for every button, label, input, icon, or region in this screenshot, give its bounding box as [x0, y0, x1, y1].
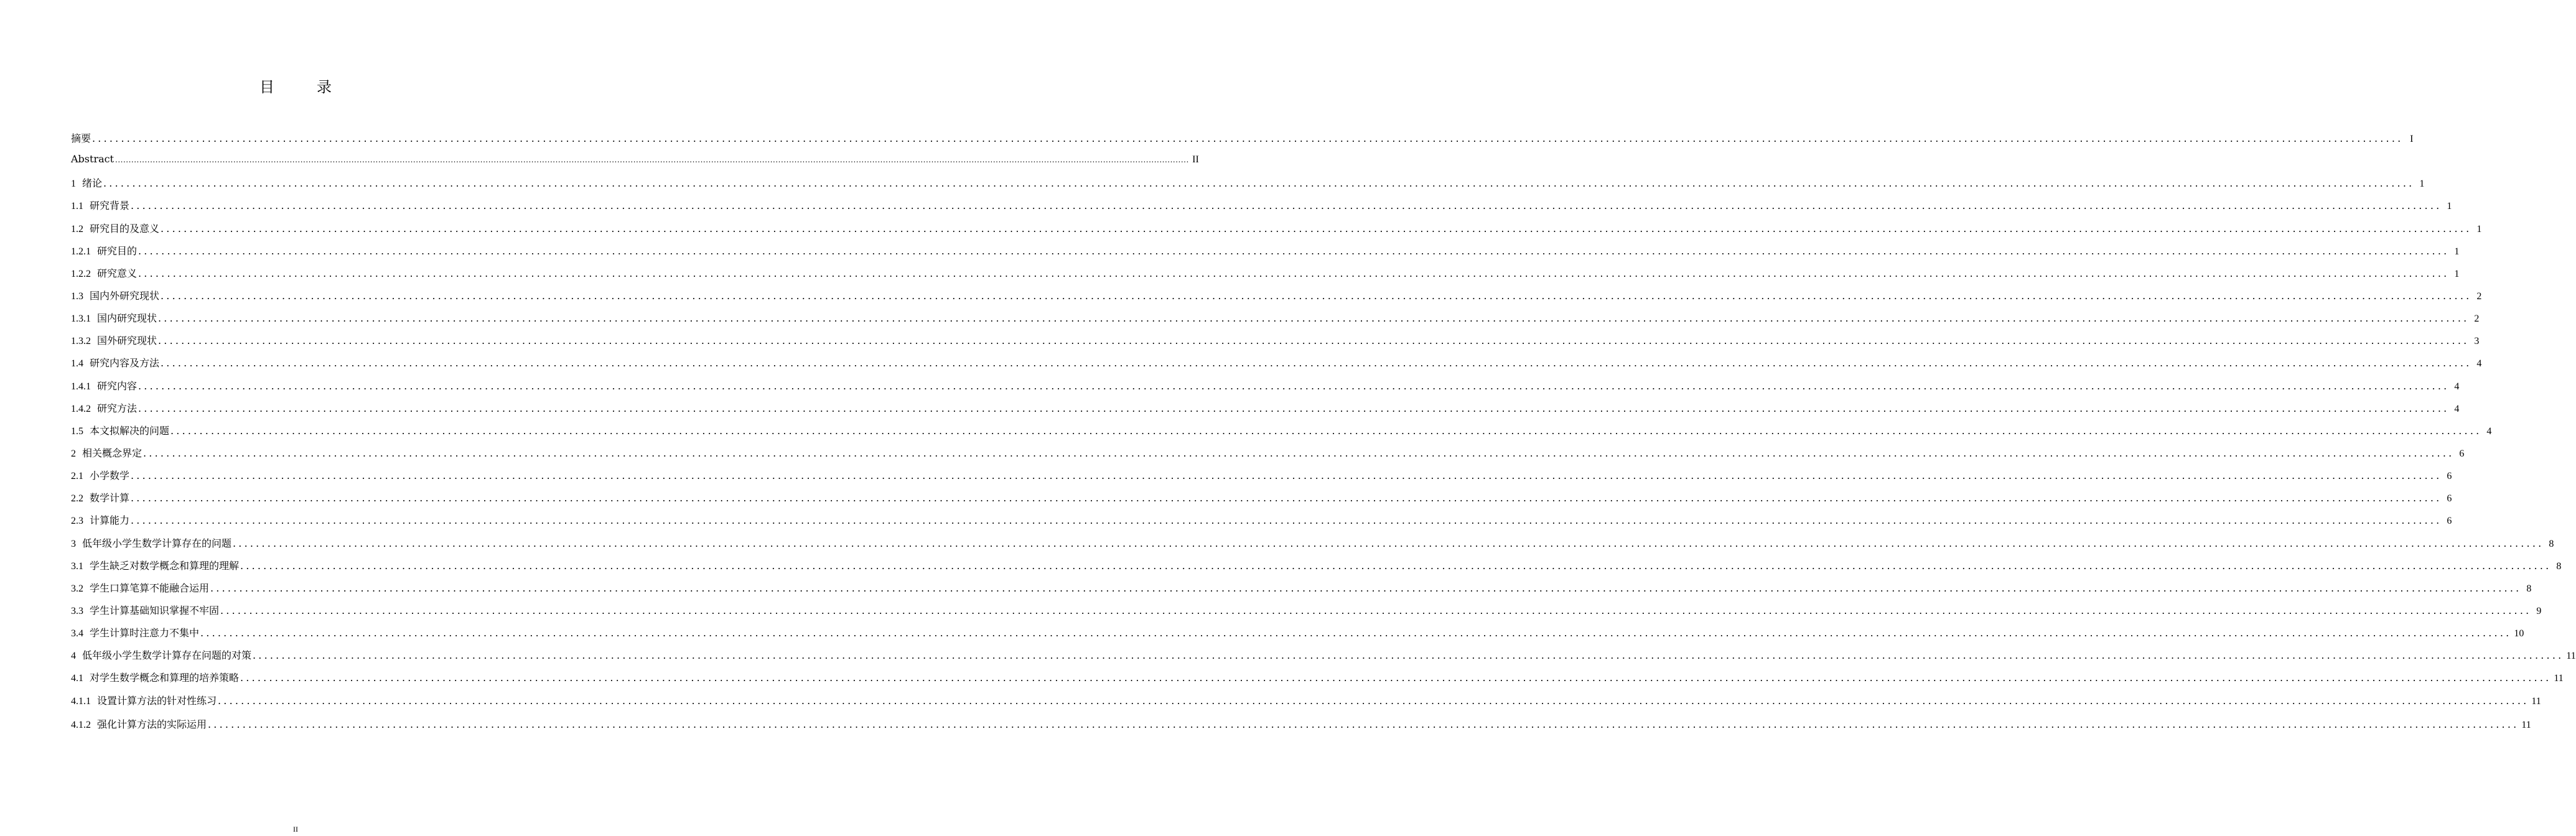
- toc-entry-title: 研究内容: [97, 379, 138, 392]
- dot-leader: ................................................................................................................................................................................................................................................................................................................................................................................................................: [158, 335, 2470, 347]
- toc-entry-label: [71, 717, 207, 731]
- toc-entry-label: [71, 333, 157, 347]
- dot-leader: ................................................................................................................................................................................................................................................................................................................................................................................................................: [131, 492, 2442, 504]
- toc-entry[interactable]: [71, 513, 2452, 535]
- dot-leader: ................................................................................................................................................................................................................................................................................................................................................................................................................: [220, 604, 2532, 616]
- toc-entry[interactable]: [71, 468, 2452, 490]
- toc-entry-number: 1: [71, 179, 76, 190]
- toc-entry-number: 2.1: [71, 471, 83, 482]
- toc-entry-title: 摘要: [71, 132, 91, 144]
- toc-entry-page: 1: [2476, 223, 2482, 235]
- dot-leader: ................................................................................................................................................................................................................................................................................................................................................................................................................: [200, 627, 2512, 639]
- dot-leader: ................................................................................................................................................................................................................................................................................................................................................................................................................: [138, 267, 2450, 279]
- toc-entry-label: [71, 670, 239, 684]
- toc-entry-label: [71, 693, 217, 707]
- toc-entry-page: 6: [2447, 516, 2452, 527]
- toc-entry-number: 3: [71, 538, 76, 549]
- dot-leader: ................................................................................................................................................................................................................................................................................................................................................................................................................: [138, 402, 2450, 414]
- toc-entry-page: 8: [2526, 583, 2532, 594]
- toc-entry[interactable]: [71, 243, 2460, 266]
- toc-entry-label: [71, 378, 137, 392]
- dot-leader: ................................................................................................................................................................................................................................................................................................................................................................................................................: [92, 132, 2404, 144]
- toc-entry-page: 11: [2521, 719, 2531, 730]
- toc-entry-number: 1.4: [71, 358, 83, 369]
- toc-entry-label: [71, 490, 129, 504]
- toc-entry-number: 3.2: [71, 583, 83, 594]
- toc-entry[interactable]: [71, 401, 2460, 423]
- toc-entry-number: 3.1: [71, 560, 83, 572]
- toc-entry-label: [71, 288, 159, 302]
- toc-entry-page: 2: [2476, 290, 2482, 302]
- toc-entry-title: 绪论: [82, 177, 103, 190]
- toc-entry[interactable]: [71, 221, 2482, 243]
- toc-entry-label: [71, 198, 129, 212]
- toc-entry-label: [71, 468, 129, 482]
- toc-entry-page: 9: [2536, 605, 2542, 616]
- toc-entry-page: 10: [2514, 628, 2524, 639]
- toc-entry-title: 小学数学: [90, 470, 130, 482]
- toc-entry[interactable]: [71, 717, 2531, 739]
- toc-entry-title: 国外研究现状: [97, 335, 157, 347]
- toc-entry-page: I: [2410, 134, 2414, 144]
- dot-leader: ................................................................................................................................................................................................................................................................................................................................................................................................................: [131, 470, 2442, 482]
- toc-entry-label: [71, 513, 129, 527]
- toc-entry-label: [71, 580, 209, 595]
- toc-entry-label: [71, 131, 91, 145]
- toc-entry-number: 3.4: [71, 628, 83, 639]
- toc-entry-title: 学生计算基础知识掌握不牢固: [90, 604, 220, 616]
- toc-entry-label: [71, 648, 251, 662]
- toc-entry-label: [71, 536, 231, 550]
- toc-entry-page: II: [1192, 154, 1199, 165]
- toc-entry-title: 研究目的: [97, 244, 138, 257]
- dot-leader: ................................................................................................................................................................................................................................................................................................................................................................................................................: [115, 156, 1189, 165]
- toc-entry-page: 4: [2454, 381, 2460, 392]
- toc-entry-number: 1.4.1: [71, 381, 91, 392]
- toc-entry-title: 计算能力: [90, 514, 130, 527]
- toc-entry[interactable]: [71, 131, 2414, 153]
- toc-entry-number: 1.5: [71, 425, 83, 437]
- toc-entry[interactable]: [71, 536, 2554, 558]
- toc-entry-page: 1: [2447, 201, 2452, 212]
- toc-entry[interactable]: [71, 648, 2576, 670]
- toc-entry-number: 2.3: [71, 516, 83, 527]
- toc-entry[interactable]: [71, 310, 2480, 333]
- dot-leader: ................................................................................................................................................................................................................................................................................................................................................................................................................: [233, 537, 2544, 549]
- toc-entry-number: 4.1.2: [71, 719, 91, 730]
- dot-leader: ................................................................................................................................................................................................................................................................................................................................................................................................................: [158, 312, 2470, 325]
- toc-entry-page: 4: [2486, 425, 2492, 437]
- toc-entry-page: 1: [2419, 179, 2425, 190]
- toc-entry-page: 6: [2447, 471, 2452, 482]
- toc-entry-number: 4.1.1: [71, 695, 91, 707]
- toc-entry-number: 3.3: [71, 605, 83, 616]
- toc-entry-number: 1.2: [71, 223, 83, 235]
- toc-entry[interactable]: [71, 490, 2452, 513]
- dot-leader: ................................................................................................................................................................................................................................................................................................................................................................................................................: [131, 514, 2442, 527]
- toc-entry-label: [71, 310, 157, 325]
- toc-entry-label: [71, 603, 219, 617]
- toc-entry-label: [71, 175, 102, 190]
- toc-entry-number: 1.2.1: [71, 246, 91, 257]
- dot-leader: ................................................................................................................................................................................................................................................................................................................................................................................................................: [138, 379, 2450, 392]
- toc-entry-title: 学生缺乏对数学概念和算理的理解: [90, 559, 240, 572]
- toc-entry[interactable]: [71, 266, 2460, 288]
- toc-entry[interactable]: [71, 153, 1199, 175]
- toc-entry[interactable]: [71, 670, 2564, 692]
- toc-entry-page: 6: [2447, 493, 2452, 504]
- toc-entry[interactable]: [71, 558, 2562, 580]
- toc-entry-number: 1.1: [71, 201, 83, 212]
- toc-entry[interactable]: [71, 288, 2482, 310]
- toc-entry-page: 4: [2476, 358, 2482, 369]
- toc-entry-number: 1.3.2: [71, 336, 91, 347]
- dot-leader: ................................................................................................................................................................................................................................................................................................................................................................................................................: [143, 447, 2455, 459]
- toc-entry-page: 3: [2474, 336, 2480, 347]
- toc-entry[interactable]: [71, 625, 2524, 648]
- dot-leader: ................................................................................................................................................................................................................................................................................................................................................................................................................: [240, 559, 2552, 572]
- toc-entry-page: 1: [2454, 268, 2460, 279]
- toc-entry-label: [71, 558, 239, 572]
- toc-entry[interactable]: [71, 333, 2480, 355]
- toc-entry[interactable]: [71, 693, 2541, 715]
- toc-entry-title: 国内外研究现状: [90, 289, 160, 302]
- toc-entry-label: [71, 355, 159, 369]
- toc-entry-label: [71, 423, 169, 437]
- toc-entry[interactable]: [71, 603, 2542, 625]
- toc-entry[interactable]: [71, 580, 2532, 603]
- dot-leader: ................................................................................................................................................................................................................................................................................................................................................................................................................: [161, 222, 2472, 235]
- toc-entry-title: 学生计算时注意力不集中: [90, 627, 200, 639]
- toc-entry-page: 11: [2531, 695, 2541, 707]
- toc-entry-label: [71, 153, 114, 165]
- page-number: II: [293, 825, 298, 834]
- toc-entry-title: 研究内容及方法: [90, 357, 160, 369]
- toc-entry-title: 数学计算: [90, 492, 130, 504]
- toc-entry-title: 研究方法: [97, 402, 138, 414]
- toc-entry-title: 低年级小学生数学计算存在的问题: [82, 537, 232, 549]
- toc-entry-page: 11: [2566, 651, 2576, 662]
- toc-entry-number: 2: [71, 448, 76, 459]
- toc-entry-page: 8: [2549, 538, 2554, 549]
- toc-entry-title: 研究目的及意义: [90, 222, 160, 235]
- page-title: 目 录: [259, 78, 345, 96]
- dot-leader: ................................................................................................................................................................................................................................................................................................................................................................................................................: [161, 289, 2472, 302]
- dot-leader: ................................................................................................................................................................................................................................................................................................................................................................................................................: [218, 694, 2529, 707]
- toc-entry-number: 1.4.2: [71, 403, 91, 414]
- table-of-contents: [71, 131, 2576, 739]
- toc-entry-number: 1.2.2: [71, 268, 91, 279]
- toc-entry-number: 1.3: [71, 290, 83, 302]
- toc-entry-label: [71, 266, 137, 280]
- toc-entry-label: [71, 243, 137, 258]
- toc-entry-title: 学生口算笔算不能融合运用: [90, 582, 210, 594]
- toc-entry-number: 4.1: [71, 673, 83, 684]
- toc-entry-title: 对学生数学概念和算理的培养策略: [90, 672, 240, 684]
- toc-entry-number: 4: [71, 651, 76, 662]
- toc-entry[interactable]: [71, 423, 2492, 445]
- toc-entry-label: [71, 221, 159, 235]
- dot-leader: ................................................................................................................................................................................................................................................................................................................................................................................................................: [103, 177, 2415, 190]
- dot-leader: ................................................................................................................................................................................................................................................................................................................................................................................................................: [208, 718, 2519, 730]
- toc-entry-label: [71, 625, 199, 639]
- toc-entry-title: 研究背景: [90, 200, 130, 212]
- dot-leader: ................................................................................................................................................................................................................................................................................................................................................................................................................: [240, 672, 2552, 684]
- toc-entry-title: 低年级小学生数学计算存在问题的对策: [82, 649, 252, 662]
- toc-entry[interactable]: [71, 355, 2482, 378]
- toc-entry[interactable]: [71, 198, 2452, 220]
- dot-leader: ................................................................................................................................................................................................................................................................................................................................................................................................................: [138, 244, 2450, 257]
- toc-entry[interactable]: [71, 175, 2425, 198]
- toc-entry[interactable]: [71, 445, 2465, 468]
- toc-entry-title: 相关概念界定: [82, 447, 142, 459]
- toc-entry-page: 4: [2454, 403, 2460, 414]
- toc-entry-page: 11: [2554, 673, 2564, 684]
- dot-leader: ................................................................................................................................................................................................................................................................................................................................................................................................................: [161, 357, 2472, 369]
- toc-entry-page: 2: [2474, 314, 2480, 325]
- dot-leader: ................................................................................................................................................................................................................................................................................................................................................................................................................: [131, 200, 2442, 212]
- toc-entry-title: 研究意义: [97, 267, 138, 279]
- toc-entry-page: 8: [2556, 560, 2562, 572]
- toc-entry-title: 强化计算方法的实际运用: [97, 718, 207, 730]
- toc-entry-label: [71, 401, 137, 415]
- toc-entry-title: 国内研究现状: [97, 312, 157, 325]
- dot-leader: ................................................................................................................................................................................................................................................................................................................................................................................................................: [253, 649, 2564, 662]
- toc-entry-title: Abstract: [71, 153, 114, 165]
- toc-entry-title: 本文拟解决的问题: [90, 424, 170, 437]
- dot-leader: ................................................................................................................................................................................................................................................................................................................................................................................................................: [170, 424, 2482, 437]
- toc-entry-page: 1: [2454, 246, 2460, 257]
- toc-entry[interactable]: [71, 378, 2460, 401]
- toc-entry-number: 1.3.1: [71, 314, 91, 325]
- toc-entry-page: 6: [2459, 448, 2465, 459]
- toc-entry-title: 设置计算方法的针对性练习: [97, 694, 217, 707]
- toc-entry-number: 2.2: [71, 493, 83, 504]
- toc-entry-label: [71, 445, 142, 460]
- dot-leader: ................................................................................................................................................................................................................................................................................................................................................................................................................: [210, 582, 2522, 594]
